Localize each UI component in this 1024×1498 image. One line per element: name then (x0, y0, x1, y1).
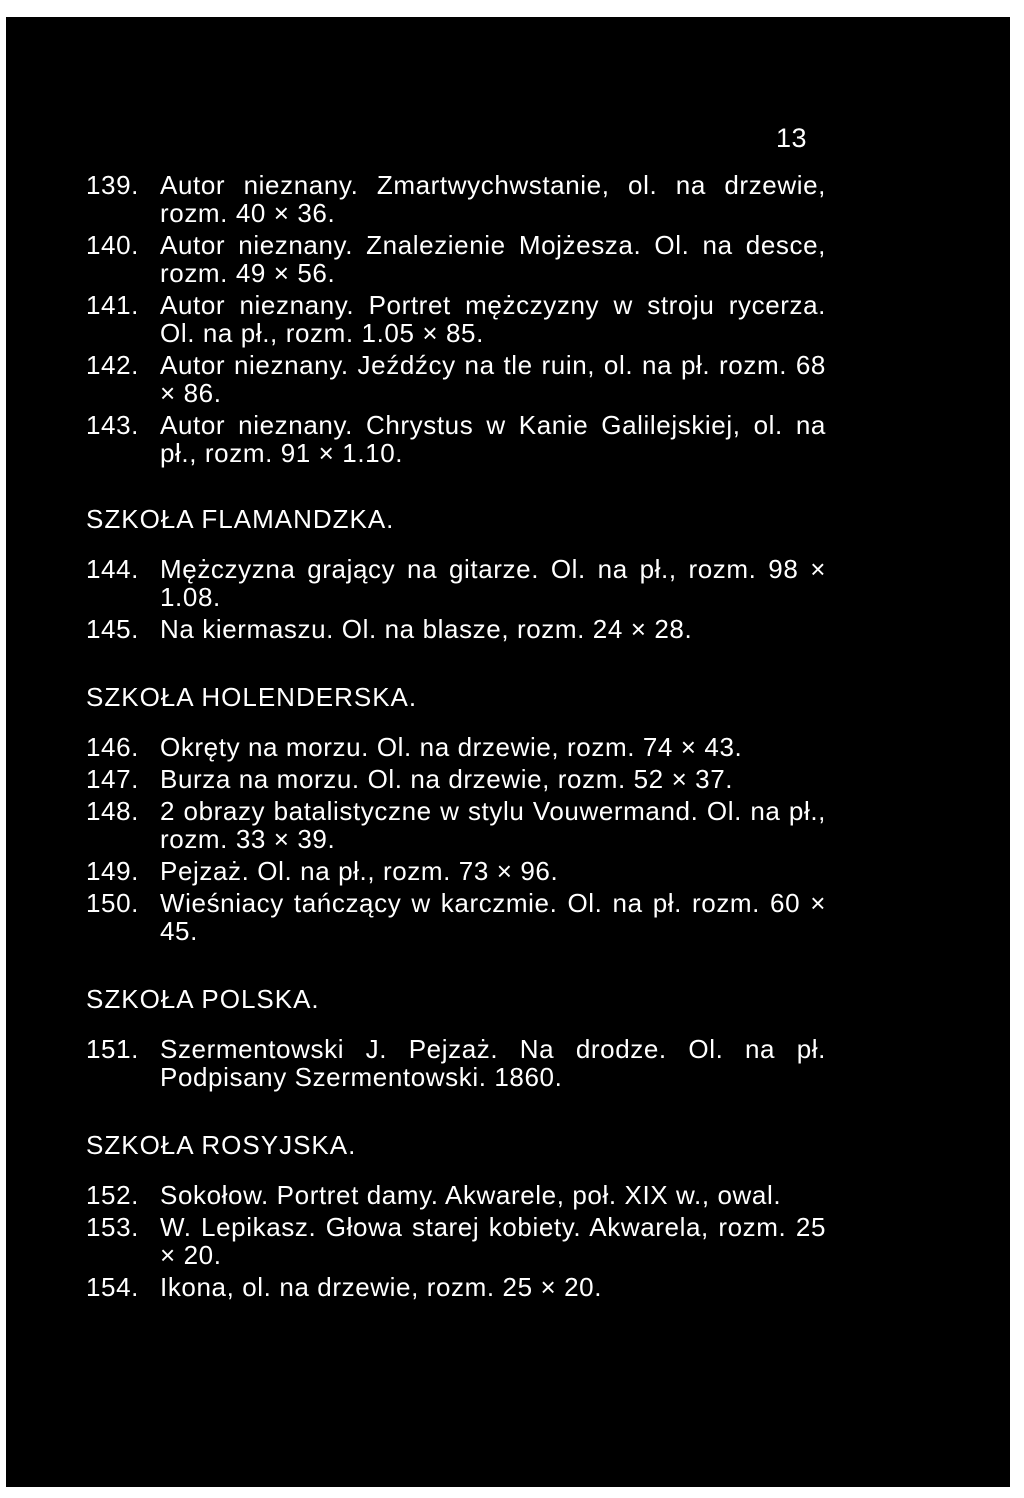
entry-text: Ikona, ol. na drzewie, rozm. 25 × 20. (160, 1272, 603, 1302)
catalog-entry-144 (86, 555, 826, 611)
section-heading-rosyjska: SZKOŁA ROSYJSKA. (86, 1130, 357, 1160)
entry-text: Autor nieznany. Znalezienie Mojżesza. Ol. na desce, rozm. 49 × 56. (160, 230, 826, 288)
entry-number: 144. (86, 554, 140, 584)
entry-text: Autor nieznany. Portret mężczyzny w stroju rycerza. Ol. na pł., rozm. 1.05 × 85. (160, 290, 826, 348)
entry-number: 150. (86, 888, 140, 918)
section-heading-holenderska: SZKOŁA HOLENDERSKA. (86, 682, 418, 712)
entry-number: 153. (86, 1212, 140, 1242)
catalog-entry-151 (86, 1035, 826, 1091)
entry-text: Na kiermaszu. Ol. na blasze, rozm. 24 × 28. (160, 614, 693, 644)
catalog-entry-147 (86, 765, 826, 793)
entry-number: 148. (86, 796, 140, 826)
entry-text: Pejzaż. Ol. na pł., rozm. 73 × 96. (160, 856, 559, 886)
entry-text: Mężczyzna grający na gitarze. Ol. na pł., rozm. 98 × 1.08. (160, 554, 826, 612)
page-number: 13 (775, 123, 807, 153)
entry-text: Sokołow. Portret damy. Akwarele, poł. XIX w., owal. (160, 1180, 782, 1210)
catalog-entry-150 (86, 889, 826, 945)
catalog-entry-141 (86, 291, 826, 347)
entry-number: 152. (86, 1180, 140, 1210)
entry-text: Burza na morzu. Ol. na drzewie, rozm. 52 × 37. (160, 764, 734, 794)
entry-text: Okręty na morzu. Ol. na drzewie, rozm. 74 × 43. (160, 732, 743, 762)
entry-text: Autor nieznany. Jeźdźcy na tle ruin, ol. na pł. rozm. 68 × 86. (160, 350, 826, 408)
catalog-entry-152 (86, 1181, 826, 1209)
entry-text: 2 obrazy batalistyczne w stylu Vouwermand. Ol. na pł., rozm. 33 × 39. (160, 796, 826, 854)
entry-number: 140. (86, 230, 140, 260)
catalog-entry-143 (86, 411, 826, 467)
section-heading-polska: SZKOŁA POLSKA. (86, 984, 320, 1014)
catalog-entry-139 (86, 171, 826, 227)
section-heading-flamandzka: SZKOŁA FLAMANDZKA. (86, 504, 395, 534)
catalog-entry-148 (86, 797, 826, 853)
catalog-entry-142 (86, 351, 826, 407)
entry-number: 151. (86, 1034, 140, 1064)
catalog-entry-154 (86, 1273, 826, 1301)
entry-number: 149. (86, 856, 140, 886)
entry-text: Autor nieznany. Zmartwychwstanie, ol. na drzewie, rozm. 40 × 36. (160, 170, 826, 228)
catalog-entry-145 (86, 615, 826, 643)
catalog-entry-140 (86, 231, 826, 287)
entry-text: W. Lepikasz. Głowa starej kobiety. Akwarela, rozm. 25 × 20. (160, 1212, 826, 1270)
catalog-entry-149 (86, 857, 826, 885)
entry-number: 142. (86, 350, 140, 380)
catalog-entry-153 (86, 1213, 826, 1269)
entry-number: 139. (86, 170, 140, 200)
entry-number: 143. (86, 410, 140, 440)
entry-number: 145. (86, 614, 140, 644)
entry-text: Autor nieznany. Chrystus w Kanie Galilejskiej, ol. na pł., rozm. 91 × 1.10. (160, 410, 826, 468)
entry-number: 141. (86, 290, 140, 320)
entry-number: 146. (86, 732, 140, 762)
catalog-entry-146 (86, 733, 826, 761)
entry-number: 154. (86, 1272, 140, 1302)
entry-text: Wieśniacy tańczący w karczmie. Ol. na pł. rozm. 60 × 45. (160, 888, 826, 946)
catalog-content (86, 171, 826, 1305)
catalog-page (6, 17, 1010, 1487)
entry-number: 147. (86, 764, 140, 794)
entry-text: Szermentowski J. Pejzaż. Na drodze. Ol. na pł. Podpisany Szermentowski. 1860. (160, 1034, 826, 1092)
